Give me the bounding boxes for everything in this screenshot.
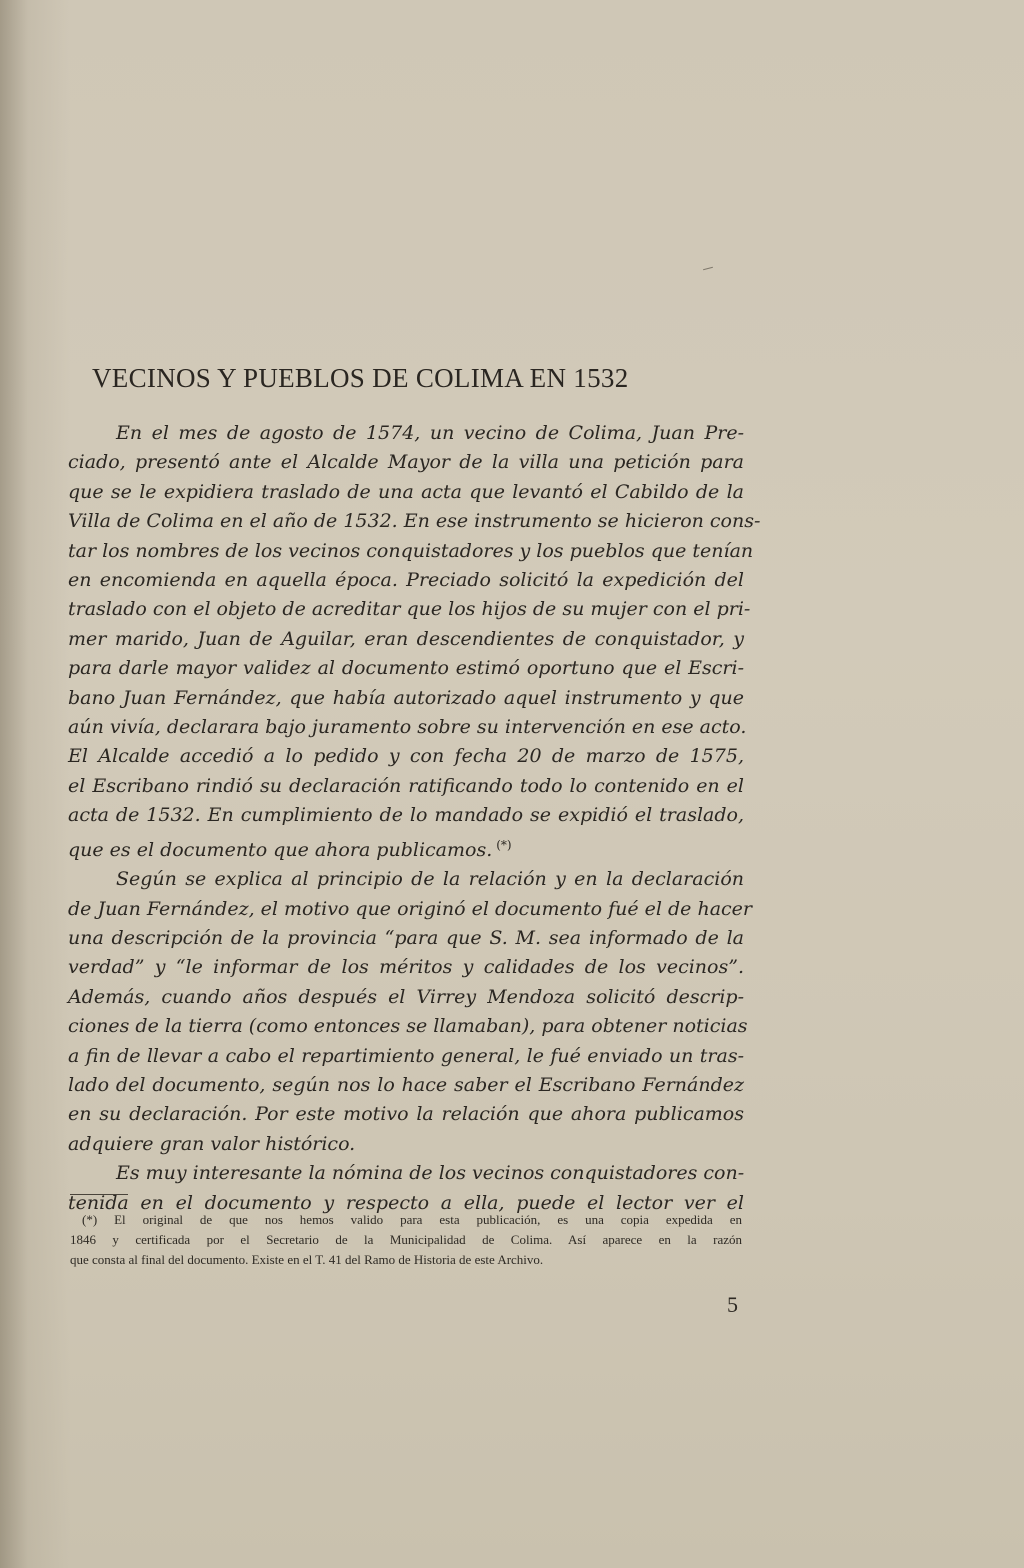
text-line: acta de 1532. En cumplimiento de lo mandado se expidió el traslado, bbox=[68, 804, 744, 827]
text-line: una descripción de la provincia “para que S. M. sea informado de la bbox=[68, 926, 744, 949]
text-line: en encomienda en aquella época. Preciado solicitó la expedición del bbox=[68, 569, 744, 592]
text-line: ciado, presentó ante el Alcalde Mayor de la villa una petición para bbox=[68, 451, 744, 474]
paragraph-1 bbox=[68, 419, 761, 865]
text-line: tar los nombres de los vecinos conquistadores y los pueblos que tenían bbox=[68, 539, 754, 562]
text-line: Además, cuando años después el Virrey Mendoza solicitó descrip- bbox=[68, 985, 744, 1008]
footnote-marker: (*) bbox=[496, 837, 512, 852]
text-line: Según se explica al principio de la relación y en la declaración bbox=[116, 868, 744, 891]
text-line: bano Juan Fernández, que había autorizado aquel instrumento y que bbox=[68, 686, 744, 709]
text-line: que es el documento que ahora publicamos. bbox=[68, 838, 493, 861]
text-line: que se le expidiera traslado de una acta que levantó el Cabildo de la bbox=[68, 480, 744, 503]
text-line-with-note bbox=[68, 831, 744, 865]
text-line: Es muy interesante la nómina de los vecinos conquistadores con- bbox=[116, 1162, 745, 1185]
text-line: El Alcalde accedió a lo pedido y con fecha 20 de marzo de 1575, bbox=[68, 745, 744, 768]
body-text bbox=[68, 419, 761, 1218]
stray-mark bbox=[703, 267, 713, 271]
text-line: el Escribano rindió su declaración ratificando todo lo contenido en el bbox=[68, 774, 744, 797]
text-line: traslado con el objeto de acreditar que los hijos de su mujer con el pri- bbox=[68, 598, 751, 621]
text-line: para darle mayor validez al documento estimó oportuno que el Escri- bbox=[68, 657, 744, 680]
text-line: Villa de Colima en el año de 1532. En ese instrumento se hicieron cons- bbox=[68, 510, 761, 533]
text-line: a fin de llevar a cabo el repartimiento general, le fué enviado un tras- bbox=[68, 1044, 744, 1067]
text-line: de Juan Fernández, el motivo que originó el documento fué el de hacer bbox=[68, 897, 752, 920]
page-number: 5 bbox=[727, 1292, 738, 1317]
text-line: lado del documento, según nos lo hace saber el Escribano Fernández bbox=[68, 1073, 744, 1096]
text-line: tenida en el documento y respecto a ella, puede el lector ver el bbox=[68, 1191, 744, 1214]
footnote-line: 1846 y certificada por el Secretario de la Municipalidad de Colima. Así aparece en la razón bbox=[70, 1232, 742, 1247]
footnote-line: (*) El original de que nos hemos valido para esta publicación, es una copia expedida en bbox=[82, 1212, 742, 1227]
footnote-divider bbox=[70, 1194, 128, 1195]
footnote bbox=[70, 1210, 742, 1270]
page-title: VECINOS Y PUEBLOS DE COLIMA EN 1532 bbox=[92, 363, 629, 393]
text-line: adquiere gran valor histórico. bbox=[68, 1132, 356, 1155]
text-line: verdad” y “le informar de los méritos y calidades de los vecinos”. bbox=[68, 956, 744, 979]
text-line: mer marido, Juan de Aguilar, eran descendientes de conquistador, y bbox=[68, 627, 744, 650]
paragraph-2 bbox=[68, 865, 752, 1159]
text-line: En el mes de agosto de 1574, un vecino de Colima, Juan Pre- bbox=[116, 422, 744, 444]
footnote-line: que consta al final del documento. Existe en el T. 41 del Ramo de Historia de este Archivo. bbox=[70, 1252, 544, 1267]
text-line: aún vivía, declarara bajo juramento sobre su intervención en ese acto. bbox=[68, 716, 747, 739]
text-line: ciones de la tierra (como entonces se llamaban), para obtener noticias bbox=[68, 1015, 748, 1038]
text-line: en su declaración. Por este motivo la relación que ahora publicamos bbox=[68, 1103, 744, 1126]
